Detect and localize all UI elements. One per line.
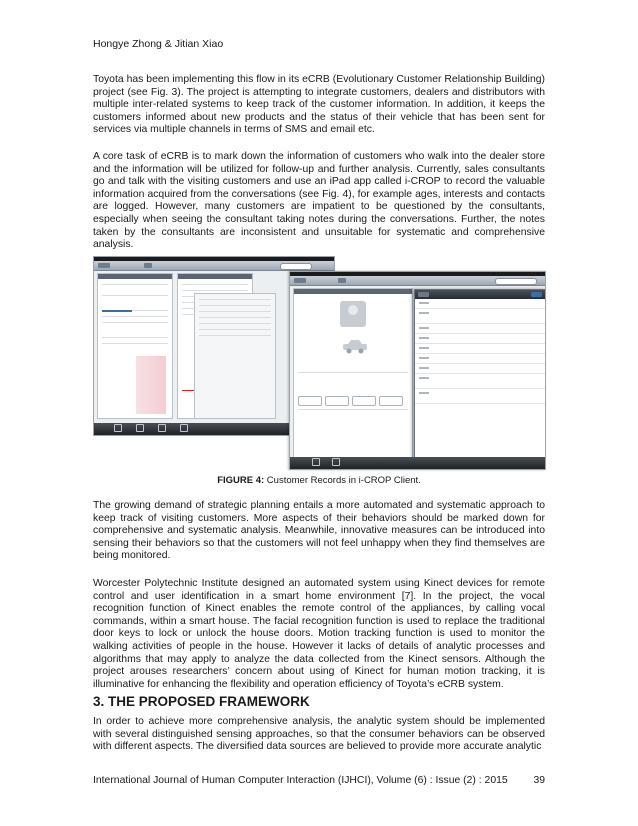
list-icon [136,424,144,432]
figure-icrop-screenshots [93,256,544,468]
paragraph-ecrb: Toyota has been implementing this flow in its eCRB (Evolutionary Customer Relationship Building) project (see Fig. 3). The project is attempting to integrate customers, dealers and distributors with multiple inter-related systems to keep track of the customer information. In addition, it keeps the customers informed about new products and the status of their vehicle that has been sent for services via multiple channels in terms of SMS and email etc. [93,74,545,136]
nav-bar [94,261,334,271]
search-field [495,278,537,285]
paragraph-demand: The growing demand of strategic planning entails a more automated and systematic approach to keep track of visiting customers. More aspects of their behaviors should be marked down for comprehensive and systematic analysis. Meanwhile, innovative measures can be introduced into sensing their behaviors so that the customers will not feel unhappy when they find themselves are being monitored. [93,500,545,562]
running-header: Hongye Zhong & Jitian Xiao [93,38,224,50]
caption-label: FIGURE 4: [217,475,265,486]
nav-bar [290,276,545,286]
note-icon [180,424,188,432]
person-icon [158,424,166,432]
profile-icon [144,263,152,268]
figure-caption [0,475,638,486]
chart-column [136,356,166,414]
whats-new-panel [97,273,173,419]
car-icon [342,337,368,355]
paragraph-core-task: A core task of eCRB is to mark down the information of customers who walk into the dealer store and the information will be utilized for follow-up and further analysis. Currently, sales consultants go and talk with the visiting customers and use an iPad app called i-CROP to record the valuable information acquired from the conversations (see Fig. 4), for example ages, interests and contacts are logged. However, many customers are impatient to be questioned by the consultants, especially when seeing the consultant taking notes during the conversations. Further, the notes taken by the consultants are inconsistent and unsuitable for systematic and comprehensive analysis. [93,151,545,251]
search-field [280,263,312,270]
paragraph-framework: In order to achieve more comprehensive analysis, the analytic system should be implemented with several distinguished sensing approaches, so that the consumer behaviors can be observed with different aspects. The diversified data sources are believed to provide more accurate analytic [93,716,545,753]
home-icon [312,458,320,466]
home-icon [114,424,122,432]
customer-panel [293,288,413,460]
back-button [294,278,306,283]
option-buttons [298,393,406,411]
new-customer-sheet [414,289,546,459]
person-icon [332,458,340,466]
profile-icon [338,278,346,283]
journal-citation: International Journal of Human Computer Interaction (IJHCI), Volume (6) : Issue (2) : 2015 [93,775,508,786]
save-button [531,292,542,297]
cancel-button [418,292,429,297]
page-number: 39 [533,775,545,786]
paragraph-wpi: Worcester Polytechnic Institute designed an automated system using Kinect devices for remote control and user identification in a smart home environment [7]. In the project, the vocal recognition function of Kinect enables the remote control of the appliances, by calling vocal commands, within a smart house. The facial recognition function is used to replace the traditional door keys to lock or unlock the house doors. Motion tracking function is used to monitor the walking activities of people in the house. However it lacks of details of analytic processes and algorithms that may apply to analyze the data collected from the Kinect sensors. Although the project arouses researchers’ concern about using of Kinect for human motion tracking, it is illuminative for enhancing the flexibility and operation efficiency of Toyota’s eCRB system. [93,578,545,690]
caption-text: Customer Records in i-CROP Client. [264,475,421,486]
bottom-toolbar [290,457,545,469]
page-footer [93,775,545,786]
calendar-sheet [194,293,276,419]
back-button [98,263,110,268]
icrop-screenshot-right [289,271,546,470]
section-heading: 3. THE PROPOSED FRAMEWORK [93,694,310,709]
customer-avatar-icon [340,301,366,327]
